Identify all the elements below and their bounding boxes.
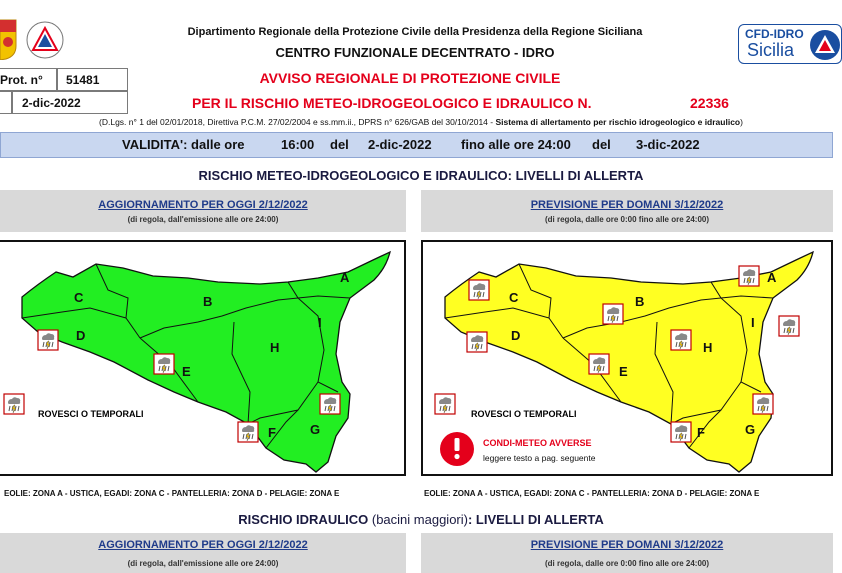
today-legend-label: ROVESCI O TEMPORALI: [38, 409, 144, 419]
today-zone-b: B: [203, 294, 213, 309]
thunderstorm-icon: [320, 394, 340, 414]
hydraulic-today-heading: AGGIORNAMENTO PER OGGI 2/12/2022: [98, 539, 308, 551]
thunderstorm-icon: [435, 394, 455, 414]
tomorrow-zone-f: F: [697, 425, 705, 440]
today-heading: AGGIORNAMENTO PER OGGI 2/12/2022: [98, 199, 308, 211]
today-map-panel: [0, 240, 406, 476]
avviso-title-line1: AVVISO REGIONALE DI PROTEZIONE CIVILE: [259, 70, 561, 86]
cfd-logo-line2: Sicilia: [747, 40, 795, 60]
section2-title-b: (bacini maggiori): [368, 512, 468, 527]
thunderstorm-icon: [4, 394, 24, 414]
today-zone-a: A: [340, 270, 350, 285]
tomorrow-subheading: (di regola, dalle ore 0:00 fino alle ore 24:00): [544, 215, 710, 224]
tomorrow-zone-g: G: [745, 422, 756, 437]
thunderstorm-icon: [739, 266, 759, 286]
thunderstorm-icon: [589, 354, 609, 374]
legal-reference-end: ): [740, 117, 743, 127]
legal-reference: [0, 117, 842, 127]
cfd-idro-logo-icon: [738, 24, 842, 64]
hydraulic-tomorrow-header: [421, 533, 833, 573]
civil-protection-logo-icon: [24, 20, 66, 60]
avviso-title-line2: PER IL RISCHIO METEO-IDROGEOLOGICO E IDRAULICO N.: [192, 95, 592, 111]
department-title: Dipartimento Regionale della Protezione Civile della Presidenza della Regione Siciliana: [187, 26, 643, 38]
protocol-label: Prot. n°: [0, 73, 43, 87]
hydraulic-tomorrow-heading: PREVISIONE PER DOMANI 3/12/2022: [530, 539, 724, 551]
thunderstorm-icon: [779, 316, 799, 336]
protocol-number: 51481: [66, 73, 100, 87]
tomorrow-map-panel: [421, 240, 833, 476]
validity-del1: del: [330, 137, 349, 152]
legal-reference-system: Sistema di allertamento per rischio idrogeologico e idraulico: [495, 117, 741, 127]
today-sicily-map: [0, 242, 404, 474]
today-zone-h: H: [270, 340, 280, 355]
today-zone-g: G: [310, 422, 321, 437]
hydraulic-today-subheading: (di regola, dall'emissione alle ore 24:00): [127, 559, 279, 568]
exclamation-icon: [440, 432, 474, 466]
tomorrow-islands-note: EOLIE: ZONA A - USTICA, EGADI: ZONA C - PANTELLERIA: ZONA D - PELAGIE: ZONA E: [424, 489, 760, 498]
section2-title-a: RISCHIO IDRAULICO: [238, 512, 369, 527]
today-zone-d: D: [76, 328, 86, 343]
hydraulic-tomorrow-subheading: (di regola, dalle ore 0:00 fino alle ore 24:00): [544, 559, 710, 568]
adverse-weather-text: leggere testo a pag. seguente: [483, 453, 596, 463]
section1-title: RISCHIO METEO-IDROGEOLOGICO E IDRAULICO: LIVELLI DI ALLERTA: [198, 168, 644, 183]
legal-reference-main: (D.Lgs. n° 1 del 02/01/2018, Direttiva P.C.M. 27/02/2004 e ss.mm.ii., DPRS n° 626/GAB del 30/10/2014 -: [99, 117, 496, 127]
thunderstorm-icon: [154, 354, 174, 374]
hydraulic-today-header: [0, 533, 406, 573]
sicily-coat-of-arms-icon: [0, 18, 18, 60]
validity-until: fino alle ore 24:00: [461, 137, 571, 152]
thunderstorm-icon: [467, 332, 487, 352]
thunderstorm-icon: [671, 330, 691, 350]
adverse-weather-title: CONDI-METEO AVVERSE: [483, 438, 592, 448]
today-panel-header: [0, 190, 406, 232]
today-zone-e: E: [182, 364, 191, 379]
cfd-logo-line1: CFD-IDRO: [745, 27, 804, 41]
today-subheading: (di regola, dall'emissione alle ore 24:00): [127, 215, 279, 224]
validity-label: VALIDITA': dalle ore: [122, 137, 245, 152]
thunderstorm-icon: [671, 422, 691, 442]
tomorrow-legend-label: ROVESCI O TEMPORALI: [471, 409, 577, 419]
validity-to-date: 3-dic-2022: [636, 137, 700, 152]
validity-from-time: 16:00: [281, 137, 315, 152]
centre-title: CENTRO FUNZIONALE DECENTRATO - IDRO: [275, 45, 555, 60]
thunderstorm-icon: [238, 422, 258, 442]
section2-title: [0, 512, 842, 527]
tomorrow-zone-d: D: [511, 328, 521, 343]
today-zone-c: C: [74, 290, 84, 305]
avviso-number: 22336: [690, 95, 729, 111]
tomorrow-panel-header: [421, 190, 833, 232]
tomorrow-zone-b: B: [635, 294, 645, 309]
tomorrow-heading: PREVISIONE PER DOMANI 3/12/2022: [530, 199, 724, 211]
thunderstorm-icon: [38, 330, 58, 350]
thunderstorm-icon: [603, 304, 623, 324]
tomorrow-zone-i: I: [751, 315, 755, 330]
tomorrow-zone-e: E: [619, 364, 628, 379]
thunderstorm-icon: [469, 280, 489, 300]
today-islands-note: EOLIE: ZONA A - USTICA, EGADI: ZONA C - PANTELLERIA: ZONA D - PELAGIE: ZONA E: [4, 489, 340, 498]
tomorrow-zone-a: A: [767, 270, 777, 285]
tomorrow-zone-h: H: [703, 340, 713, 355]
emission-date: 2-dic-2022: [22, 96, 81, 110]
validity-from-date: 2-dic-2022: [368, 137, 432, 152]
validity-del2: del: [592, 137, 611, 152]
today-zone-f: F: [268, 425, 276, 440]
thunderstorm-icon: [753, 394, 773, 414]
tomorrow-sicily-map: [423, 242, 831, 474]
today-zone-i: I: [318, 315, 322, 330]
tomorrow-zone-c: C: [509, 290, 519, 305]
section2-title-c: : LIVELLI DI ALLERTA: [467, 512, 604, 527]
